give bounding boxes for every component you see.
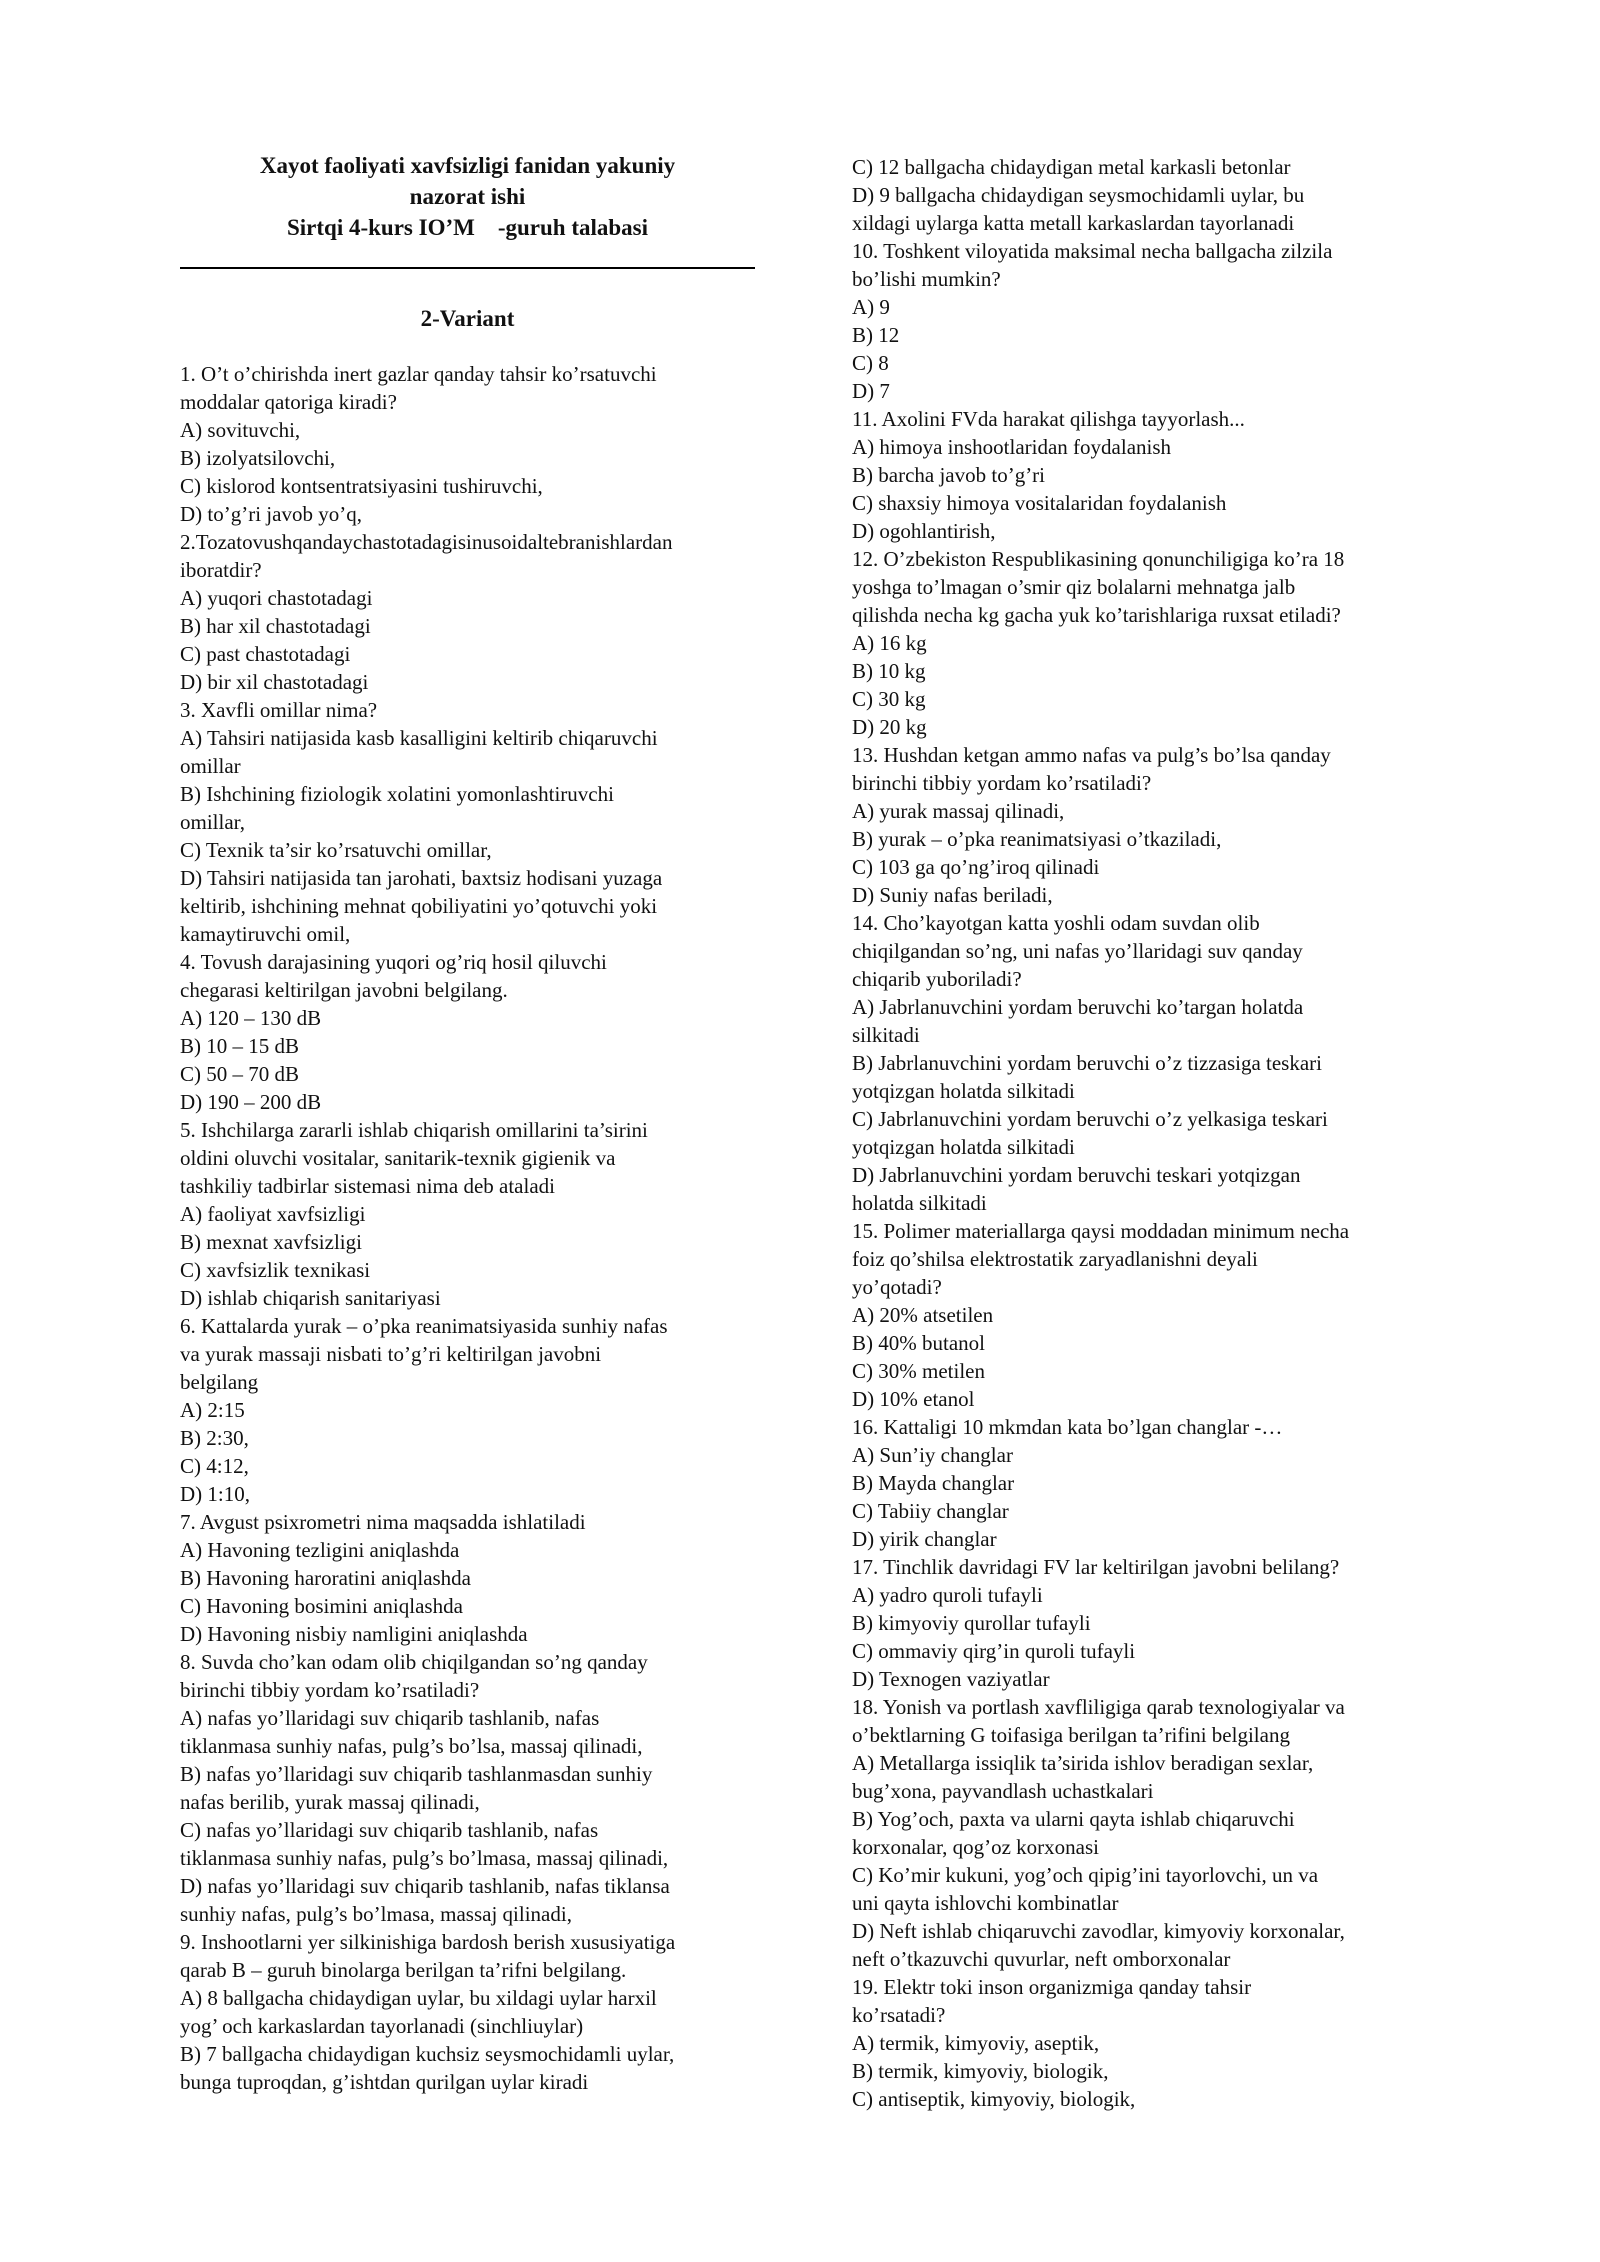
text-line: 14. Cho’kayotgan katta yoshli odam suvdan olib — [852, 911, 1260, 935]
text-line: 1. O’t o’chirishda inert gazlar qanday tahsir ko’rsatuvchi — [180, 362, 657, 386]
text-line: A) Tahsiri natijasida kasb kasalligini keltirib chiqaruvchi — [180, 726, 658, 750]
text-line: B) Mayda changlar — [852, 1471, 1015, 1495]
text-line: bug’xona, payvandlash uchastkalari — [852, 1779, 1154, 1803]
text-line: omillar, — [180, 810, 246, 834]
text-line: 8. Suvda cho’kan odam olib chiqilgandan so’ng qanday — [180, 1650, 648, 1674]
text-line: A) yadro quroli tufayli — [852, 1583, 1043, 1607]
text-line: 4. Tovush darajasining yuqori og’riq hosil qiluvchi — [180, 950, 607, 974]
text-line: 5. Ishchilarga zararli ishlab chiqarish omillarini ta’sirini — [180, 1118, 648, 1142]
text-line: 12. O’zbekiston Respublikasining qonunchiligiga ko’ra 18 — [852, 547, 1345, 571]
text-line: yoshga to’lmagan o’smir qiz bolalarni mehnatga jalb — [852, 575, 1296, 599]
text-line: B) 10 – 15 dB — [180, 1034, 300, 1058]
text-line: C) kislorod kontsentratsiyasini tushiruvchi, — [180, 474, 543, 498]
text-line: qarab B – guruh binolarga berilgan ta’rifni belgilang. — [180, 1958, 627, 1982]
text-line: o’bektlarning G toifasiga berilgan ta’rifini belgilang — [852, 1723, 1290, 1747]
text-line: D) Suniy nafas beriladi, — [852, 883, 1053, 907]
text-line: korxonalar, qog’oz korxonasi — [852, 1835, 1100, 1859]
title-line-2: nazorat ishi — [409, 184, 526, 209]
text-line: tiklanmasa sunhiy nafas, pulg’s bo’lmasa, massaj qilinadi, — [180, 1846, 669, 1870]
text-line: neft o’tkazuvchi quvurlar, neft omborxonalar — [852, 1947, 1231, 1971]
text-line: B) 2:30, — [180, 1426, 249, 1450]
title-line-3: Sirtqi 4-kurs IO’M -guruh talabasi — [286, 215, 648, 240]
text-line: D) 190 – 200 dB — [180, 1090, 322, 1114]
text-line: tiklanmasa sunhiy nafas, pulg’s bo’lsa, massaj qilinadi, — [180, 1734, 643, 1758]
text-line: A) Metallarga issiqlik ta’sirida ishlov beradigan sexlar, — [852, 1751, 1314, 1775]
text-line: C) 30 kg — [852, 687, 926, 711]
text-line: oldini oluvchi vositalar, sanitarik-texnik gigienik va — [180, 1146, 616, 1170]
text-line: B) barcha javob to’g’ri — [852, 463, 1046, 487]
text-line: A) Havoning tezligini aniqlashda — [180, 1538, 460, 1562]
text-line: A) 8 ballgacha chidaydigan uylar, bu xildagi uylar harxil — [180, 1986, 657, 2010]
text-line: foiz qo’shilsa elektrostatik zaryadlanishni deyali — [852, 1247, 1258, 1271]
text-line: 3. Xavfli omillar nima? — [180, 698, 378, 722]
text-line: C) shaxsiy himoya vositalaridan foydalanish — [852, 491, 1227, 515]
header-rule — [180, 267, 755, 269]
text-line: D) Tahsiri natijasida tan jarohati, baxtsiz hodisani yuzaga — [180, 866, 663, 890]
text-line: B) nafas yo’llaridagi suv chiqarib tashlanmasdan sunhiy — [180, 1762, 653, 1786]
text-line: D) Neft ishlab chiqaruvchi zavodlar, kimyoviy korxonalar, — [852, 1919, 1345, 1943]
text-line: 6. Kattalarda yurak – o’pka reanimatsiyasida sunhiy nafas — [180, 1314, 668, 1338]
text-line: belgilang — [180, 1370, 259, 1394]
text-line: D) Havoning nisbiy namligini aniqlashda — [180, 1622, 528, 1646]
text-line: A) 2:15 — [180, 1398, 245, 1422]
text-line: B) Yog’och, paxta va ularni qayta ishlab chiqaruvchi — [852, 1807, 1295, 1831]
text-line: A) Sun’iy changlar — [852, 1443, 1013, 1467]
text-line: 7. Avgust psixrometri nima maqsadda ishlatiladi — [180, 1510, 586, 1534]
text-line: C) nafas yo’llaridagi suv chiqarib tashlanib, nafas — [180, 1818, 599, 1842]
left-question-text — [180, 360, 755, 2096]
text-line: D) ishlab chiqarish sanitariyasi — [180, 1286, 441, 1310]
text-line: holatda silkitadi — [852, 1191, 987, 1215]
text-line: 18. Yonish va portlash xavfliligiga qarab texnologiyalar va — [852, 1695, 1345, 1719]
text-line: silkitadi — [852, 1023, 920, 1047]
text-line: B) 40% butanol — [852, 1331, 985, 1355]
text-line: 13. Hushdan ketgan ammo nafas va pulg’s bo’lsa qanday — [852, 743, 1331, 767]
text-line: C) Jabrlanuvchini yordam beruvchi o’z yelkasiga teskari — [852, 1107, 1328, 1131]
text-line: B) 7 ballgacha chidaydigan kuchsiz seysmochidamli uylar, — [180, 2042, 675, 2066]
text-line: B) kimyoviy qurollar tufayli — [852, 1611, 1091, 1635]
text-line: tashkiliy tadbirlar sistemasi nima deb ataladi — [180, 1174, 555, 1198]
text-line: C) Ko’mir kukuni, yog’och qipig’ini tayorlovchi, un va — [852, 1863, 1319, 1887]
text-line: A) 20% atsetilen — [852, 1303, 994, 1327]
text-line: D) yirik changlar — [852, 1527, 997, 1551]
text-line: omillar — [180, 754, 241, 778]
text-line: 15. Polimer materiallarga qaysi moddadan minimum necha — [852, 1219, 1350, 1243]
text-line: A) yurak massaj qilinadi, — [852, 799, 1065, 823]
text-line: nafas berilib, yurak massaj qilinadi, — [180, 1790, 480, 1814]
text-line: B) Jabrlanuvchini yordam beruvchi o’z tizzasiga teskari — [852, 1051, 1322, 1075]
text-line: kamaytiruvchi omil, — [180, 922, 351, 946]
text-line: 19. Elektr toki inson organizmiga qanday tahsir — [852, 1975, 1252, 1999]
text-line: A) 9 — [852, 295, 890, 319]
text-line: 2.Tozatovushqandaychastotadagisinusoidaltebranishlardan — [180, 530, 673, 554]
text-line: birinchi tibbiy yordam ko’rsatiladi? — [852, 771, 1152, 795]
text-line: C) ommaviy qirg’in quroli tufayli — [852, 1639, 1136, 1663]
text-line: C) antiseptik, kimyoviy, biologik, — [852, 2087, 1136, 2111]
text-line: C) xavfsizlik texnikasi — [180, 1258, 371, 1282]
text-line: B) har xil chastotadagi — [180, 614, 371, 638]
right-question-text — [852, 153, 1432, 2113]
text-line: A) 120 – 130 dB — [180, 1006, 322, 1030]
text-line: A) nafas yo’llaridagi suv chiqarib tashlanib, nafas — [180, 1706, 600, 1730]
text-line: chiqilgandan so’ng, uni nafas yo’llaridagi suv qanday — [852, 939, 1303, 963]
text-line: D) nafas yo’llaridagi suv chiqarib tashlanib, nafas tiklansa — [180, 1874, 670, 1898]
text-line: yo’qotadi? — [852, 1275, 942, 1299]
text-line: D) 20 kg — [852, 715, 927, 739]
text-line: yotqizgan holatda silkitadi — [852, 1079, 1075, 1103]
text-line: B) Havoning haroratini aniqlashda — [180, 1566, 472, 1590]
left-column — [180, 150, 755, 2096]
text-line: C) 12 ballgacha chidaydigan metal karkasli betonlar — [852, 155, 1291, 179]
text-line: uni qayta ishlovchi kombinatlar — [852, 1891, 1119, 1915]
text-line: C) past chastotadagi — [180, 642, 351, 666]
text-line: B) 12 — [852, 323, 900, 347]
document-header — [180, 150, 755, 243]
text-line: D) Jabrlanuvchini yordam beruvchi teskari yotqizgan — [852, 1163, 1301, 1187]
text-line: iboratdir? — [180, 558, 262, 582]
text-line: keltirib, ishchining mehnat qobiliyatini yo’qotuvchi yoki — [180, 894, 658, 918]
text-line: yog’ och karkaslardan tayorlanadi (sinchliuylar) — [180, 2014, 584, 2038]
text-line: A) 16 kg — [852, 631, 927, 655]
title-line-1: Xayot faoliyati xavfsizligi fanidan yakuniy — [259, 153, 676, 178]
text-line: C) 30% metilen — [852, 1359, 985, 1383]
text-line: A) yuqori chastotadagi — [180, 586, 373, 610]
text-line: B) izolyatsilovchi, — [180, 446, 336, 470]
text-line: D) ogohlantirish, — [852, 519, 996, 543]
text-line: ko’rsatadi? — [852, 2003, 946, 2027]
text-line: 17. Tinchlik davridagi FV lar keltirilgan javobni belilang? — [852, 1555, 1340, 1579]
text-line: B) 10 kg — [852, 659, 926, 683]
text-line: 11. Axolini FVda harakat qilishga tayyorlash... — [852, 407, 1245, 431]
text-line: qilishda necha kg gacha yuk ko’tarishlariga ruxsat etiladi? — [852, 603, 1341, 627]
text-line: A) sovituvchi, — [180, 418, 301, 442]
text-line: A) himoya inshootlaridan foydalanish — [852, 435, 1172, 459]
text-line: moddalar qatoriga kiradi? — [180, 390, 397, 414]
text-line: chegarasi keltirilgan javobni belgilang. — [180, 978, 508, 1002]
text-line: 10. Toshkent viloyatida maksimal necha ballgacha zilzila — [852, 239, 1333, 263]
text-line: C) Havoning bosimini aniqlashda — [180, 1594, 463, 1618]
text-line: 9. Inshootlarni yer silkinishiga bardosh berish xususiyatiga — [180, 1930, 676, 1954]
text-line: C) Texnik ta’sir ko’rsatuvchi omillar, — [180, 838, 492, 862]
text-line: C) 4:12, — [180, 1454, 249, 1478]
text-line: bunga tuproqdan, g’ishtdan qurilgan uylar kiradi — [180, 2070, 589, 2094]
text-line: D) 1:10, — [180, 1482, 250, 1506]
text-line: D) 10% etanol — [852, 1387, 975, 1411]
text-line: B) termik, kimyoviy, biologik, — [852, 2059, 1109, 2083]
text-line: A) Jabrlanuvchini yordam beruvchi ko’targan holatda — [852, 995, 1304, 1019]
variant-title: 2-Variant — [420, 306, 515, 331]
text-line: C) 50 – 70 dB — [180, 1062, 300, 1086]
text-line: sunhiy nafas, pulg’s bo’lmasa, massaj qilinadi, — [180, 1902, 572, 1926]
text-line: chiqarib yuboriladi? — [852, 967, 1022, 991]
text-line: 16. Kattaligi 10 mkmdan kata bo’lgan changlar -… — [852, 1415, 1283, 1439]
text-line: B) mexnat xavfsizligi — [180, 1230, 362, 1254]
text-line: D) to’g’ri javob yo’q, — [180, 502, 362, 526]
text-line: B) yurak – o’pka reanimatsiyasi o’tkaziladi, — [852, 827, 1222, 851]
text-line: birinchi tibbiy yordam ko’rsatiladi? — [180, 1678, 480, 1702]
text-line: B) Ishchining fiziologik xolatini yomonlashtiruvchi — [180, 782, 614, 806]
text-line: xildagi uylarga katta metall karkaslardan tayorlanadi — [852, 211, 1295, 235]
text-line: D) bir xil chastotadagi — [180, 670, 369, 694]
text-line: bo’lishi mumkin? — [852, 267, 1001, 291]
text-line: D) 7 — [852, 379, 890, 403]
text-line: yotqizgan holatda silkitadi — [852, 1135, 1075, 1159]
text-line: A) faoliyat xavfsizligi — [180, 1202, 366, 1226]
right-column — [852, 153, 1432, 2113]
text-line: C) 103 ga qo’ng’iroq qilinadi — [852, 855, 1100, 879]
text-line: C) 8 — [852, 351, 889, 375]
text-line: A) termik, kimyoviy, aseptik, — [852, 2031, 1100, 2055]
text-line: D) Texnogen vaziyatlar — [852, 1667, 1050, 1691]
text-line: va yurak massaji nisbati to’g’ri keltirilgan javobni — [180, 1342, 602, 1366]
text-line: D) 9 ballgacha chidaydigan seysmochidamli uylar, bu — [852, 183, 1305, 207]
text-line: C) Tabiiy changlar — [852, 1499, 1009, 1523]
